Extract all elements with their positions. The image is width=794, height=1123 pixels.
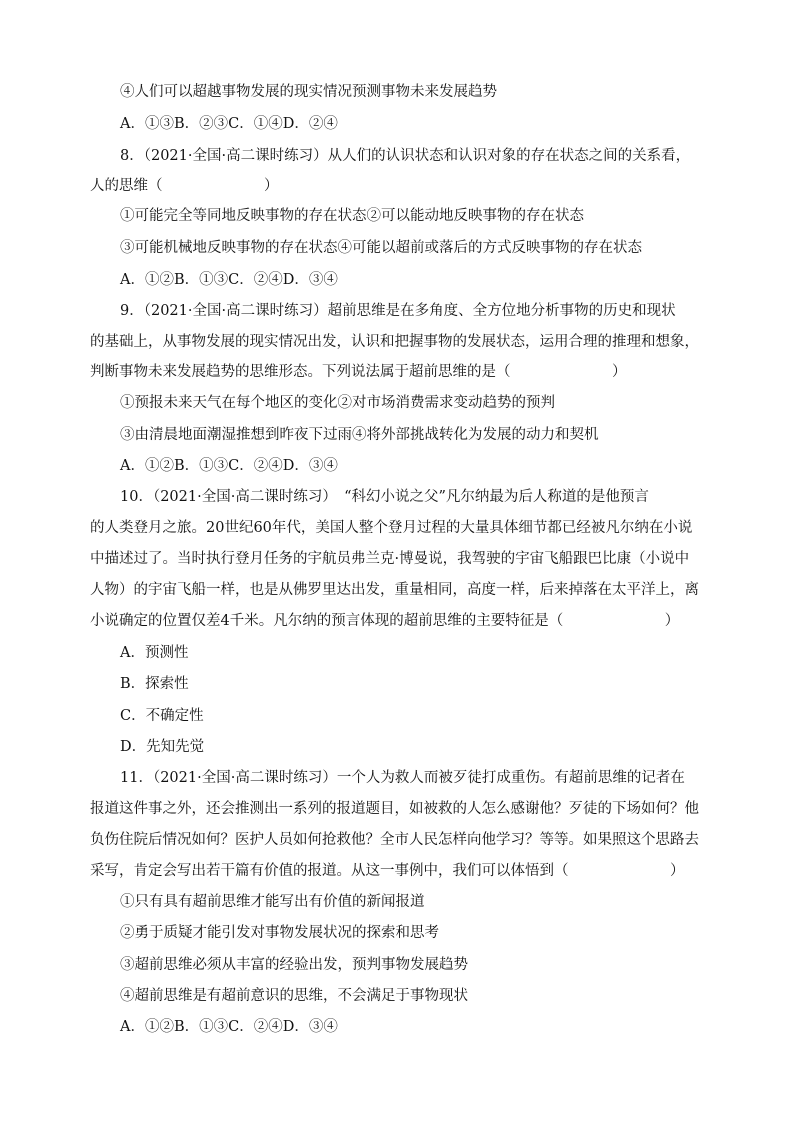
q10-stem-line-3: 中描述过了。当时执行登月任务的宇航员弗兰克·博曼说，我驾驶的宇宙飞船跟巴比康（小说中 (90, 551, 690, 567)
q10-option-a: A．预测性 (120, 645, 189, 661)
q10-option-b: B．探索性 (120, 676, 189, 692)
q9-options-1-2: ①预报未来天气在每个地区的变化②对市场消费需求变动趋势的预判 (120, 395, 555, 411)
q11-stem-line-2: 报道这件事之外，还会推测出一系列的报道题目，如被救的人怎么感谢他？歹徒的下场如何？他 (90, 801, 699, 817)
q9-stem-line-2: 的基础上，从事物发展的现实情况出发，认识和把握事物的发展状态，运用合理的推理和想象， (90, 334, 699, 350)
q11-option-2: ②勇于质疑才能引发对事物发展状况的探索和思考 (120, 925, 439, 941)
q11-stem-line-4: 采写，肯定会写出若干篇有价值的报道。从这一事例中，我们可以体悟到（ ） (90, 863, 685, 879)
q11-answer-choices: A．①②B．①③C．②④D．③④ (120, 1019, 338, 1035)
q11-option-4: ④超前思维是有超前意识的思维，不会满足于事物现状 (120, 988, 468, 1004)
q7-answer-choices: A．①③B．②③C．①④D．②④ (120, 116, 338, 132)
q11-option-1: ①只有具有超前思维才能写出有价值的新闻报道 (120, 894, 425, 910)
q7-option-4: ④人们可以超越事物发展的现实情况预测事物未来发展趋势 (120, 84, 497, 100)
q11-stem-line-1: 11．（2021·全国·高二课时练习）一个人为救人而被歹徒打成重伤。有超前思维的记者在 (120, 770, 685, 786)
q10-option-c: C．不确定性 (120, 708, 204, 724)
q10-stem-line-2: 的人类登月之旅。20世纪60年代，美国人整个登月过程的大量具体细节都已经被凡尔纳在小说 (90, 520, 693, 536)
q11-option-3: ③超前思维必须从丰富的经验出发，预判事物发展趋势 (120, 957, 468, 973)
q10-stem-line-4: 人物）的宇宙飞船一样，也是从佛罗里达出发，重量相同，高度一样，后来掉落在太平洋上，离 (90, 582, 699, 598)
q8-answer-choices: A．①②B．①③C．②④D．③④ (120, 272, 338, 288)
q8-options-1-2: ①可能完全等同地反映事物的存在状态②可以能动地反映事物的存在状态 (120, 208, 584, 224)
q9-stem-line-3: 判断事物未来发展趋势的思维形态。下列说法属于超前思维的是（ ） (90, 364, 627, 380)
q9-options-3-4: ③由清晨地面潮湿推想到昨夜下过雨④将外部挑战转化为发展的动力和契机 (120, 427, 599, 443)
q9-answer-choices: A．①②B．①③C．②④D．③④ (120, 458, 338, 474)
q9-stem-line-1: 9．（2021·全国·高二课时练习）超前思维是在多角度、全方位地分析事物的历史和现状 (120, 303, 676, 319)
q8-stem-line-1: 8．（2021·全国·高二课时练习）从人们的认识状态和认识对象的存在状态之间的关系看， (120, 148, 691, 164)
q10-stem-line-5: 小说确定的位置仅差4千米。凡尔纳的预言体现的超前思维的主要特征是（ ） (90, 613, 680, 629)
q10-option-d: D．先知先觉 (120, 739, 205, 755)
q8-options-3-4: ③可能机械地反映事物的存在状态④可能以超前或落后的方式反映事物的存在状态 (120, 240, 642, 256)
q8-stem-line-2: 人的思维（ ） (90, 178, 279, 194)
q11-stem-line-3: 负伤住院后情况如何？医护人员如何抢救他？全市人民怎样向他学习？等等。如果照这个思路去 (90, 832, 699, 848)
q10-stem-line-1: 10．（2021·全国·高二课时练习） “科幻小说之父”凡尔纳最为后人称道的是他预言 (120, 489, 649, 505)
